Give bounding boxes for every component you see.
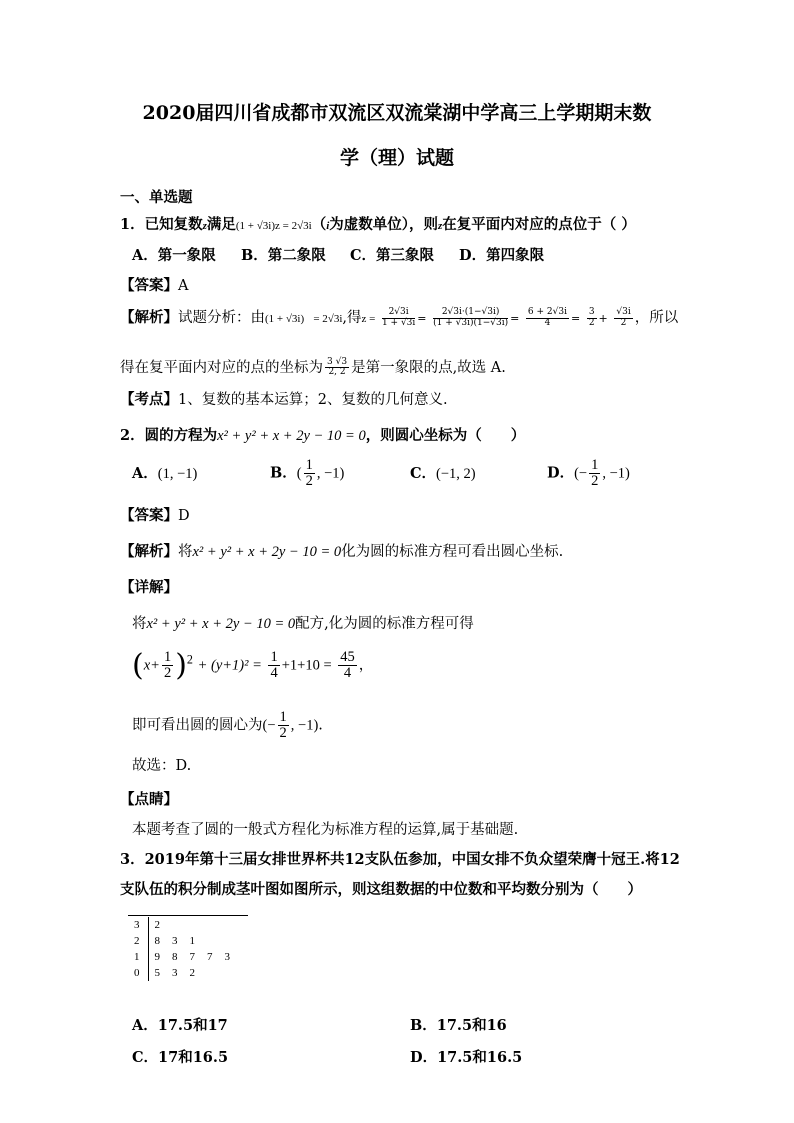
- stem-leaf-row: [128, 949, 236, 965]
- leaf-value: 5: [154, 967, 160, 979]
- q2-center-text: 即可看出圆的圆心为(− $\frac{1}{2}$ , −1).: [132, 709, 323, 742]
- doc-title-line2: 学（理）试题: [339, 147, 454, 169]
- leaf-value: 2: [189, 967, 195, 979]
- q2-detail-heading: 【详解】: [120, 579, 178, 596]
- leaf-value: 3: [172, 967, 178, 979]
- q1-option-d: D．第四象限: [459, 247, 545, 264]
- q1-option-c: C．第三象限: [350, 247, 435, 264]
- stem-value: 1: [128, 949, 148, 965]
- leaf-value: 8: [172, 951, 178, 963]
- stem-leaf-plot: [128, 917, 236, 981]
- stem-value: 2: [128, 933, 148, 949]
- q3-prompt-line2: 支队伍的积分制成茎叶图如图所示，则这组数据的中位数和平均数分别为（ ）: [120, 881, 642, 898]
- stem-leaf-top-rule: [128, 915, 248, 916]
- q1-analysis-line2: 得在复平面内对应的点的坐标为 $\frac{3 √3}{2, 2}$ 是第一象限的点,故选 A.: [120, 356, 506, 377]
- q2-comment-heading: 【点睛】: [120, 791, 178, 808]
- leaf-value: 3: [172, 935, 178, 947]
- section-heading: 一、单选题: [120, 189, 193, 206]
- q3-option-d: D．17.5和16.5: [410, 1049, 523, 1066]
- q2-analysis: 【解析】将x² + y² + x + 2y − 10 = 0化为圆的标准方程可看出圆心坐标.: [120, 543, 564, 560]
- doc-title-line1: 2020届四川省成都市双流区双流棠湖中学高三上学期期末数: [142, 102, 652, 124]
- q2-standard-form: (x+ $\frac{1}{2}$ )$^2$ + (y+1)² = $\frac{1}{4}$ +1+10 = $\frac{45}{4}$ ，: [132, 648, 374, 683]
- leaf-value: 3: [224, 951, 230, 963]
- stem-leaf-row: [128, 917, 236, 933]
- q2-prompt: 2．圆的方程为x² + y² + x + 2y − 10 = 0，则圆心坐标为（ ）: [120, 427, 526, 444]
- leaf-value: 9: [154, 951, 160, 963]
- q2-answer: 【答案】D: [120, 507, 190, 524]
- q2-detail-text: 将x² + y² + x + 2y − 10 = 0配方,化为圆的标准方程可得: [132, 616, 474, 632]
- q1-option-a: A．第一象限: [132, 247, 216, 264]
- leaf-value: 1: [189, 935, 195, 947]
- leaf-value: 7: [207, 951, 213, 963]
- q2-choose: 故选：D.: [132, 758, 192, 774]
- q3-option-a: A．17.5和17: [132, 1017, 228, 1034]
- stem-leaf-row: [128, 965, 236, 981]
- q3-option-c: C．17和16.5: [132, 1049, 229, 1066]
- q3-prompt-line1: 3．2019年第十三届女排世界杯共12支队伍参加，中国女排不负众望荣膺十冠王.将12: [120, 851, 680, 868]
- q2-option-a: A．(1, −1): [132, 465, 198, 482]
- q2-option-d: D．(− $\frac{1}{2}$ , −1): [547, 457, 630, 490]
- q1-option-b: B．第二象限: [241, 247, 326, 264]
- q1-answer: 【答案】A: [120, 277, 189, 294]
- q3-option-b: B．17.5和16: [410, 1017, 507, 1034]
- leaf-value: 2: [154, 919, 160, 931]
- q2-comment: 本题考查了圆的一般式方程化为标准方程的运算,属于基础题.: [132, 822, 519, 838]
- q2-option-c: C．(−1, 2): [410, 465, 476, 482]
- q1-prompt: 1．已知复数z满足(1 + √3i)z = 2√3i（i为虚数单位），则z在复平面内对应的点位于（ ）: [120, 216, 636, 233]
- q2-option-b: B．( $\frac{1}{2}$ , −1): [270, 457, 345, 490]
- leaf-value: 7: [189, 951, 195, 963]
- q1-keypoint: 【考点】1、复数的基本运算；2、复数的几何意义.: [120, 391, 448, 408]
- stem-value: 0: [128, 965, 148, 981]
- stem-leaf-row: [128, 933, 236, 949]
- leaf-value: 8: [154, 935, 160, 947]
- q1-analysis: 【解析】试题分析：由(1 + √3i) = 2√3i,得z = $\frac{2√3i}{1 + √3i}$ = $\frac{2√3i\cdot(1-√3i)}{(1 + √3i)(1-√3i)}$ = $\frac{6 + 2√3i}{4}$ = $\frac{3}{2}$ + $\frac{√3i}{2}$ ，所以: [120, 307, 679, 328]
- stem-value: 3: [128, 917, 148, 933]
